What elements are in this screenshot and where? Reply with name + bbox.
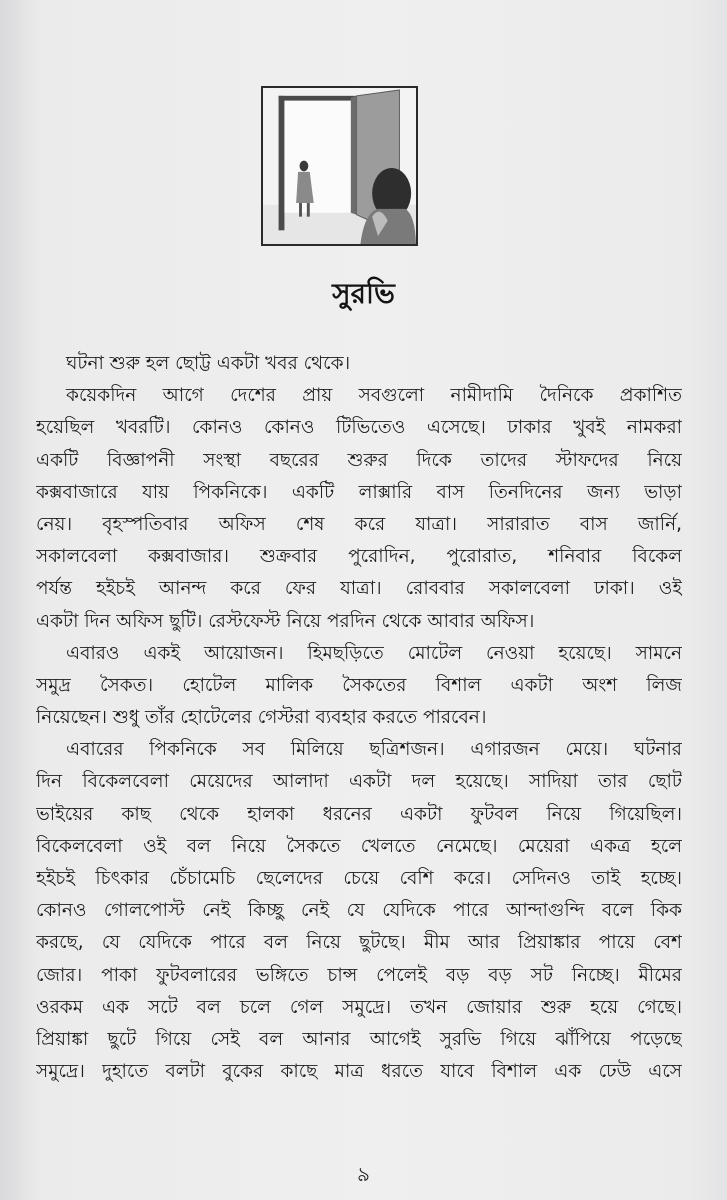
text-line: সমুদ্র সৈকত। হোটেল মালিক সৈকতের বিশাল একটা অংশ লিজ — [36, 674, 682, 696]
text-line: পর্যন্ত হইচই আনন্দ করে ফের যাত্রা। রোববার সকালবেলা ঢাকা। ওই — [36, 578, 682, 600]
open-door-illustration-icon — [263, 88, 416, 244]
text-line: জোর। পাকা ফুটবলারের ভঙ্গিতে চান্স পেলেই বড় বড় সট নিচ্ছে। মীমের — [36, 964, 682, 986]
text-line: কয়েকদিন আগে দেশের প্রায় সবগুলো নামীদামি দৈনিকে প্রকাশিত — [66, 385, 682, 407]
text-line: কোনও গোলপোস্ট নেই কিচ্ছু নেই যে যেদিকে পারে আন্দাগুন্দি বলে কিক — [36, 900, 682, 922]
text-line: ভাইয়ের কাছ থেকে হালকা ধরনের একটা ফুটবল নিয়ে গিয়েছিল। — [36, 803, 682, 825]
text-line: ঘটনা শুরু হল ছোট্ট একটা খবর থেকে। — [66, 353, 351, 374]
text-line: প্রিয়াঙ্কা ছুটে গিয়ে সেই বল আনার আগেই সুরভি গিয়ে ঝাঁপিয়ে পড়েছে — [36, 1028, 682, 1050]
text-line: করছে, যে যেদিকে পারে বল নিয়ে ছুটছে। মীম আর প্রিয়াঙ্কার পায়ে বেশ — [36, 932, 682, 954]
text-line: এবারও একই আয়োজন। হিমছড়িতে মোটেল নেওয়া হয়েছে। সামনে — [66, 642, 682, 664]
text-line: এবারের পিকনিকে সব মিলিয়ে ছত্রিশজন। এগারজন মেয়ে। ঘটনার — [66, 739, 682, 761]
chapter-title: সুরভি — [332, 277, 395, 310]
text-line: একটা দিন অফিস ছুটি। রেস্টফেস্ট নিয়ে পরদিন থেকে আবার অফিস। — [36, 610, 535, 632]
text-line: বিকেলবেলা ওই বল নিয়ে সৈকতে খেলতে নেমেছে। মেয়েরা একত্র হলে — [36, 835, 682, 857]
text-line: সমুদ্রে। দুহাতে বলটা বুকের কাছে মাত্র ধরতে যাবে বিশাল এক ঢেউ এসে — [36, 1061, 682, 1083]
text-line: দিন বিকেলবেলা মেয়েদের আলাদা একটা দল হয়েছে। সাদিয়া তার ছোট — [36, 771, 682, 793]
page-number: ৯ — [357, 1162, 370, 1186]
text-line: নেয়। বৃহস্পতিবার অফিস শেষ করে যাত্রা। সারারাত বাস জার্নি, — [36, 513, 682, 535]
chapter-body — [36, 348, 682, 1088]
text-line: হইচই চিৎকার চেঁচামেচি ছেলেদের চেয়ে বেশি করে। সেদিনও তাই হচ্ছে। — [36, 868, 682, 889]
text-line: হয়েছিল খবরটি। কোনও কোনও টিভিতেও এসেছে। ঢাকার খুবই নামকরা — [36, 417, 682, 439]
chapter-illustration — [261, 86, 418, 246]
text-line: কক্সবাজারে যায় পিকনিকে। একটি লাক্সারি বাস তিনদিনের জন্য ভাড়া — [36, 481, 682, 503]
text-line: নিয়েছেন। শুধু তাঁর হোটেলের গেস্টরা ব্যবহার করতে পারবেন। — [36, 707, 487, 729]
text-line: সকালবেলা কক্সবাজার। শুক্রবার পুরোদিন, পুরোরাত, শনিবার বিকেল — [36, 546, 682, 568]
text-line: একটি বিজ্ঞাপনী সংস্থা বছরের শুরুর দিকে তাদের স্টাফদের নিয়ে — [36, 449, 682, 471]
text-line: ওরকম এক সটে বল চলে গেল সমুদ্রে। তখন জোয়ার শুরু হয়ে গেছে। — [36, 996, 682, 1018]
